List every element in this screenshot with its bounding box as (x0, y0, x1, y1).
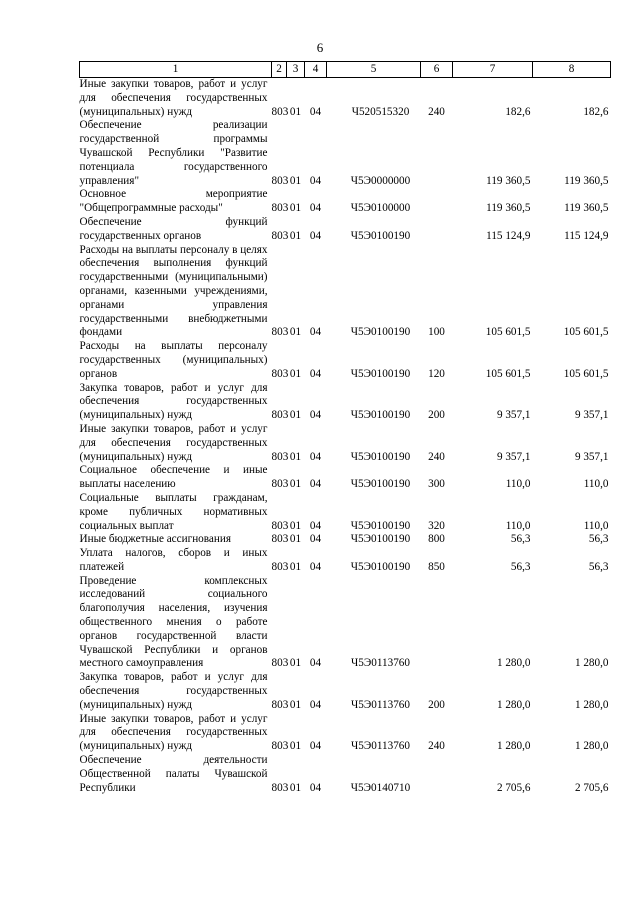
amount-col-7: 1 280,0 (496, 657, 531, 670)
amount-col-7: 1 280,0 (496, 740, 531, 753)
section-code: 01 (289, 202, 302, 215)
admin-code: 803 (271, 105, 289, 118)
amount-col-8: 9 357,1 (574, 450, 609, 463)
expense-type-code (421, 754, 453, 795)
admin-code: 803 (271, 229, 289, 242)
row-description: Расходы на выплаты персоналу в целях обеспечения выполнения функций государственными (муниципальными) органами, казенными учреждениями, органами управления государственными внебюджетными фондами (79, 243, 268, 339)
amount-col-8: 2 705,6 (574, 781, 609, 794)
table-row (80, 533, 611, 547)
expense-type-code (421, 188, 453, 216)
column-header-7: 7 (453, 62, 533, 78)
table-row (80, 754, 611, 795)
admin-code: 803 (271, 698, 289, 711)
section-code: 01 (289, 450, 302, 463)
amount-col-7: 1 280,0 (496, 698, 531, 711)
header-row (80, 62, 611, 78)
amount-col-8: 1 280,0 (574, 698, 609, 711)
row-description: Обеспечение функций государственных органов (79, 215, 268, 242)
expense-type-code: 100 (428, 326, 445, 339)
target-article-code: Ч5Э0000000 (350, 174, 411, 187)
row-description: Основное мероприятие "Общепрограммные расходы" (79, 188, 268, 215)
section-code: 01 (289, 533, 302, 546)
amount-col-8: 182,6 (583, 105, 609, 118)
expense-type-code: 200 (428, 409, 445, 422)
amount-col-7: 105 601,5 (485, 326, 531, 339)
amount-col-8: 9 357,1 (574, 409, 609, 422)
row-description: Закупка товаров, работ и услуг для обеспечения государственных (муниципальных) нужд (79, 381, 268, 422)
row-description: Социальные выплаты гражданам, кроме публичных нормативных социальных выплат (79, 491, 268, 532)
amount-col-8: 105 601,5 (563, 326, 609, 339)
amount-col-8: 110,0 (583, 519, 609, 532)
subsection-code: 04 (309, 740, 322, 753)
row-description: Иные закупки товаров, работ и услуг для обеспечения государственных (муниципальных) нужд (79, 422, 268, 463)
admin-code: 803 (271, 409, 289, 422)
target-article-code: Ч5Э0100190 (350, 367, 411, 380)
subsection-code: 04 (309, 657, 322, 670)
amount-col-7: 110,0 (505, 519, 531, 532)
target-article-code: Ч5Э0100190 (350, 409, 411, 422)
amount-col-7: 119 360,5 (486, 202, 531, 215)
subsection-code: 04 (309, 698, 322, 711)
target-article-code: Ч5Э0113760 (351, 740, 410, 753)
admin-code: 803 (271, 367, 289, 380)
section-code: 01 (289, 740, 302, 753)
subsection-code: 04 (309, 367, 322, 380)
amount-col-8: 1 280,0 (574, 657, 609, 670)
table-row (80, 340, 611, 381)
budget-table (79, 61, 611, 795)
admin-code: 803 (271, 781, 289, 794)
table-row (80, 119, 611, 188)
subsection-code: 04 (309, 326, 322, 339)
subsection-code: 04 (309, 533, 322, 546)
subsection-code: 04 (309, 560, 322, 573)
expense-type-code (421, 216, 453, 244)
row-description: Обеспечение деятельности Общественной палаты Чувашской Республики (79, 754, 268, 794)
expense-type-code: 320 (428, 519, 445, 532)
section-code: 01 (289, 229, 302, 242)
table-row (80, 188, 611, 216)
column-header-5: 5 (327, 62, 421, 78)
section-code: 01 (289, 174, 302, 187)
section-code: 01 (289, 105, 302, 118)
amount-col-7: 110,0 (505, 478, 531, 491)
row-description: Иные бюджетные ассигнования (79, 533, 231, 546)
expense-type-code (421, 575, 453, 672)
target-article-code: Ч5Э0100190 (350, 478, 411, 491)
table-body (80, 78, 611, 796)
subsection-code: 04 (309, 450, 322, 463)
column-header-1: 1 (80, 62, 272, 78)
section-code: 01 (289, 781, 302, 794)
column-header-2: 2 (272, 62, 287, 78)
amount-col-8: 119 360,5 (564, 202, 609, 215)
amount-col-8: 1 280,0 (574, 740, 609, 753)
target-article-code: Ч5Э0100190 (350, 519, 411, 532)
column-header-6: 6 (421, 62, 453, 78)
expense-type-code: 240 (428, 740, 445, 753)
admin-code: 803 (271, 202, 289, 215)
subsection-code: 04 (309, 202, 322, 215)
target-article-code: Ч5Э0113760 (351, 698, 410, 711)
amount-col-7: 56,3 (510, 533, 531, 546)
table-row (80, 671, 611, 712)
admin-code: 803 (271, 740, 289, 753)
amount-col-8: 110,0 (583, 478, 609, 491)
table-row (80, 492, 611, 533)
admin-code: 803 (271, 519, 289, 532)
table-row (80, 575, 611, 672)
expense-type-code: 200 (428, 698, 445, 711)
section-code: 01 (289, 519, 302, 532)
subsection-code: 04 (309, 105, 322, 118)
target-article-code: Ч5Э0100190 (350, 560, 411, 573)
row-description: Социальное обеспечение и иные выплаты населению (79, 464, 268, 491)
amount-col-7: 9 357,1 (496, 450, 531, 463)
expense-type-code (421, 119, 453, 188)
page-number: 6 (316, 40, 324, 55)
amount-col-7: 105 601,5 (485, 367, 531, 380)
column-header-3: 3 (287, 62, 305, 78)
row-description: Уплата налогов, сборов и иных платежей (79, 547, 268, 573)
amount-col-8: 115 124,9 (564, 229, 609, 242)
subsection-code: 04 (309, 409, 322, 422)
table-row (80, 244, 611, 341)
amount-col-8: 119 360,5 (564, 174, 609, 187)
subsection-code: 04 (309, 174, 322, 187)
table-row (80, 382, 611, 423)
target-article-code: Ч5Э0100000 (350, 202, 411, 215)
amount-col-8: 56,3 (588, 560, 609, 573)
target-article-code: Ч5Э0140710 (350, 781, 411, 794)
admin-code: 803 (271, 174, 289, 187)
amount-col-7: 2 705,6 (496, 781, 531, 794)
expense-type-code: 800 (428, 533, 445, 546)
row-description: Иные закупки товаров, работ и услуг для обеспечения государственных (муниципальных) нужд (79, 78, 268, 118)
amount-col-7: 9 357,1 (496, 409, 531, 422)
admin-code: 803 (271, 533, 289, 546)
row-description: Расходы на выплаты персоналу государственных (муниципальных) органов (79, 340, 268, 380)
table-row (80, 547, 611, 575)
column-header-8: 8 (533, 62, 611, 78)
section-code: 01 (289, 560, 302, 573)
admin-code: 803 (271, 478, 289, 491)
expense-type-code: 850 (428, 560, 445, 573)
target-article-code: Ч5Э0100190 (350, 229, 411, 242)
table-row (80, 78, 611, 120)
admin-code: 803 (271, 326, 289, 339)
section-code: 01 (289, 326, 302, 339)
table-row (80, 464, 611, 492)
expense-type-code: 240 (428, 450, 445, 463)
row-description: Закупка товаров, работ и услуг для обеспечения государственных (муниципальных) нужд (79, 671, 268, 711)
amount-col-8: 56,3 (588, 533, 609, 546)
row-description: Проведение комплексных исследований социального благополучия населения, изучения общественного мнения о работе органов государственной власти Чувашской Республики и органов местного самоуправления (79, 574, 268, 670)
target-article-code: Ч5Э0100190 (350, 450, 411, 463)
amount-col-7: 182,6 (505, 105, 531, 118)
table-row (80, 216, 611, 244)
row-description: Иные закупки товаров, работ и услуг для обеспечения государственных (муниципальных) нужд (79, 712, 268, 753)
section-code: 01 (289, 409, 302, 422)
section-code: 01 (289, 698, 302, 711)
table-row (80, 423, 611, 464)
expense-type-code: 120 (428, 367, 445, 380)
admin-code: 803 (271, 657, 289, 670)
table-row (80, 713, 611, 754)
section-code: 01 (289, 657, 302, 670)
expense-type-code: 240 (428, 105, 445, 118)
amount-col-7: 119 360,5 (486, 174, 531, 187)
subsection-code: 04 (309, 478, 322, 491)
table-header (80, 62, 611, 78)
section-code: 01 (289, 478, 302, 491)
row-description: Обеспечение реализации государственной программы Чувашской Республики "Развитие потенциала государственного управления" (79, 119, 268, 187)
amount-col-7: 56,3 (510, 560, 531, 573)
column-header-4: 4 (305, 62, 327, 78)
subsection-code: 04 (309, 519, 322, 532)
amount-col-8: 105 601,5 (563, 367, 609, 380)
target-article-code: Ч520515320 (351, 105, 410, 118)
subsection-code: 04 (309, 229, 322, 242)
target-article-code: Ч5Э0113760 (351, 657, 410, 670)
admin-code: 803 (271, 450, 289, 463)
subsection-code: 04 (309, 781, 322, 794)
admin-code: 803 (271, 560, 289, 573)
target-article-code: Ч5Э0100190 (350, 533, 411, 546)
target-article-code: Ч5Э0100190 (350, 326, 411, 339)
amount-col-7: 115 124,9 (486, 229, 531, 242)
expense-type-code: 300 (428, 478, 445, 491)
section-code: 01 (289, 367, 302, 380)
